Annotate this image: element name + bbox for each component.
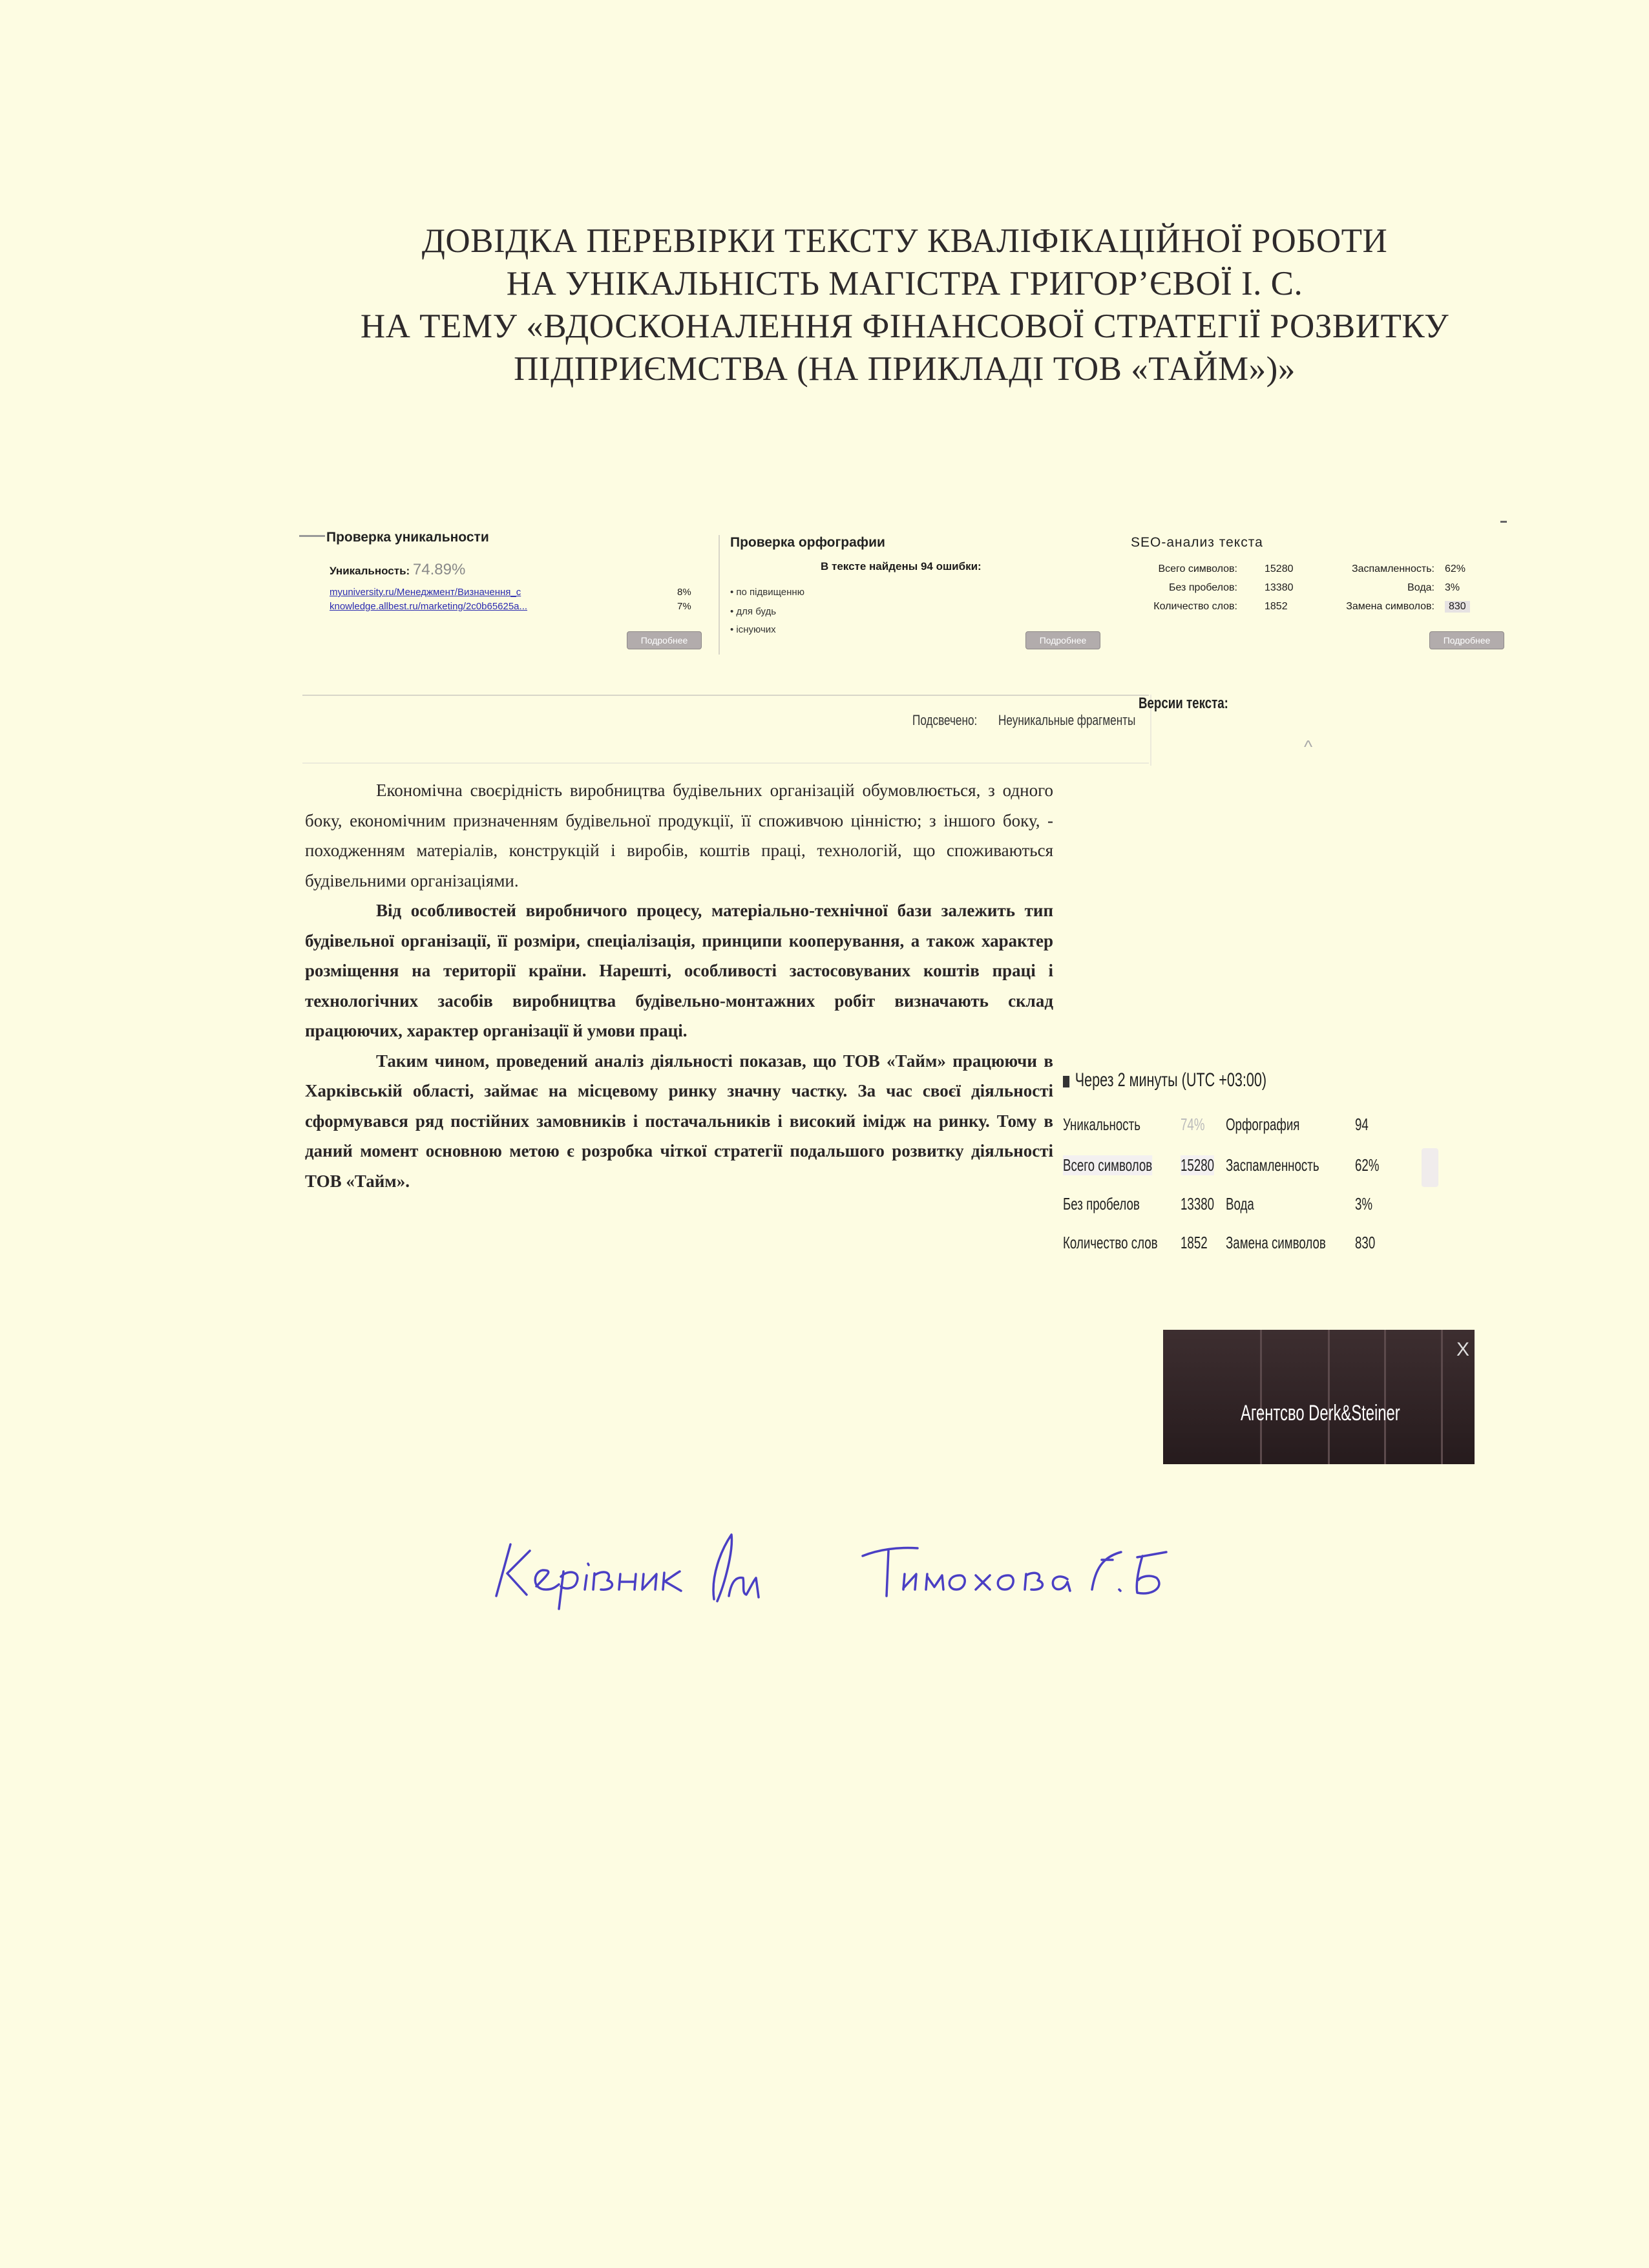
spelling-errors-text: В тексте найдены 94 ошибки: xyxy=(821,560,982,572)
uniqueness-score xyxy=(330,561,465,579)
seo-value: 13380 xyxy=(1265,582,1294,593)
source-percent: 7% xyxy=(677,601,691,612)
text-paragraph: Економічна своєрідність виробництва будівельних організацій обумовлюється, з одного боку, економічним призначенням будівельної продукції, її споживчою цінністю; з іншого боку, - походженням матеріалів, конструкцій і виробів, коштів праці, технологій, що споживаються будівельними організаціями. xyxy=(305,781,1053,890)
scrollbar[interactable] xyxy=(1422,1148,1438,1187)
panel-separator xyxy=(719,535,720,655)
checked-text xyxy=(305,775,1053,1292)
seo-value: 15280 xyxy=(1265,563,1294,574)
highlight-label: Подсвечено: xyxy=(912,712,978,728)
source-link[interactable]: knowledge.allbest.ru/marketing/2c0b65625a... xyxy=(330,601,528,612)
spelling-item: • по підвищенню xyxy=(730,587,804,598)
uniqueness-value: 74.89% xyxy=(412,561,466,578)
toolbar-divider xyxy=(302,762,1149,764)
panel-divider xyxy=(299,535,325,537)
seo-panel-title: SEO-анализ текста xyxy=(1131,535,1263,550)
seo-value: 62% xyxy=(1445,563,1466,574)
panel-divider xyxy=(1500,521,1507,523)
title-line: ПІДПРИЄМСТВА (НА ПРИКЛАДІ ТОВ «ТАЙМ»)» xyxy=(514,350,1296,388)
title-line: ДОВІДКА ПЕРЕВІРКИ ТЕКСТУ КВАЛІФІКАЦІЙНОЇ РОБОТИ xyxy=(421,222,1388,260)
toolbar-divider xyxy=(302,695,1149,696)
lock-icon xyxy=(1063,1076,1069,1087)
uniqueness-label: Уникальность: xyxy=(330,565,410,577)
title-line: НА ТЕМУ «ВДОСКОНАЛЕННЯ ФІНАНСОВОЇ СТРАТЕГІЇ РОЗВИТКУ xyxy=(360,308,1449,345)
source-link[interactable]: myuniversity.ru/Менеджмент/Визначення_с xyxy=(330,587,521,598)
document-title xyxy=(194,220,1615,390)
seo-value: 1852 xyxy=(1265,601,1288,612)
spelling-item: • для будь xyxy=(730,606,777,617)
seo-label: Вода: xyxy=(1407,582,1434,593)
caret-up-icon[interactable]: ^ xyxy=(1304,737,1313,757)
handwritten-signature xyxy=(491,1525,1189,1628)
stats-row: Количество слов 1852 Замена символов 830 xyxy=(1063,1233,1376,1252)
spelling-item: • існуючих xyxy=(730,624,776,635)
title-line: НА УНІКАЛЬНІСТЬ МАГІСТРА ГРИГОР’ЄВОЇ І. С. xyxy=(506,265,1303,302)
seo-label: Замена символов: xyxy=(1346,601,1434,612)
close-icon[interactable]: X xyxy=(1456,1339,1469,1360)
ad-banner[interactable] xyxy=(1163,1330,1475,1464)
spelling-panel-title: Проверка орфографии xyxy=(730,535,885,550)
stats-row: Всего символов 15280 Заспамленность 62% xyxy=(1063,1155,1380,1175)
uniqueness-panel-title: Проверка уникальности xyxy=(326,530,489,545)
stats-header: Через 2 минуты (UTC +03:00) xyxy=(1063,1069,1266,1091)
seo-label: Количество слов: xyxy=(1153,601,1237,612)
stats-row: Уникальность 74% Орфография 94 xyxy=(1063,1115,1369,1134)
seo-label: Без пробелов: xyxy=(1169,582,1237,593)
spelling-details-button[interactable]: Подробнее xyxy=(1025,631,1100,649)
uniqueness-details-button[interactable]: Подробнее xyxy=(627,631,702,649)
highlight-select[interactable]: Неуникальные фрагменты xyxy=(998,712,1136,728)
text-paragraph: Від особливостей виробничого процесу, матеріально-технічної бази залежить тип будівельної організації, її розміри, спеціалізація, принципи кооперування, а також характер розміщення на території країни. Нарешті, особливості застосовуваних коштів праці і технологічних засобів виробництва будівельно-монтажних робіт визначають склад працюючих, характер організації й умови праці. xyxy=(305,901,1053,1040)
seo-label: Всего символов: xyxy=(1158,563,1237,574)
stats-row: Без пробелов 13380 Вода 3% xyxy=(1063,1194,1373,1213)
versions-label: Версии текста: xyxy=(1139,695,1228,712)
source-percent: 8% xyxy=(677,587,691,598)
banner-text: Агентсво Derk&Steiner xyxy=(1241,1401,1400,1425)
seo-details-button[interactable]: Подробнее xyxy=(1429,631,1504,649)
seo-label: Заспамленность: xyxy=(1351,563,1434,574)
seo-value: 3% xyxy=(1445,582,1460,593)
seo-value: 830 xyxy=(1445,601,1470,613)
text-paragraph: Таким чином, проведений аналіз діяльності показав, що ТОВ «Тайм» працюючи в Харківській області, займає на місцевому ринку значну частку. За час своєї діяльності сформувався ряд постійних замовників і постачальників і високий імідж на ринку. Тому в даний момент основною метою є розробка чіткої стратегії подальшого розвитку діяльності ТОВ «Тайм». xyxy=(305,1051,1053,1191)
